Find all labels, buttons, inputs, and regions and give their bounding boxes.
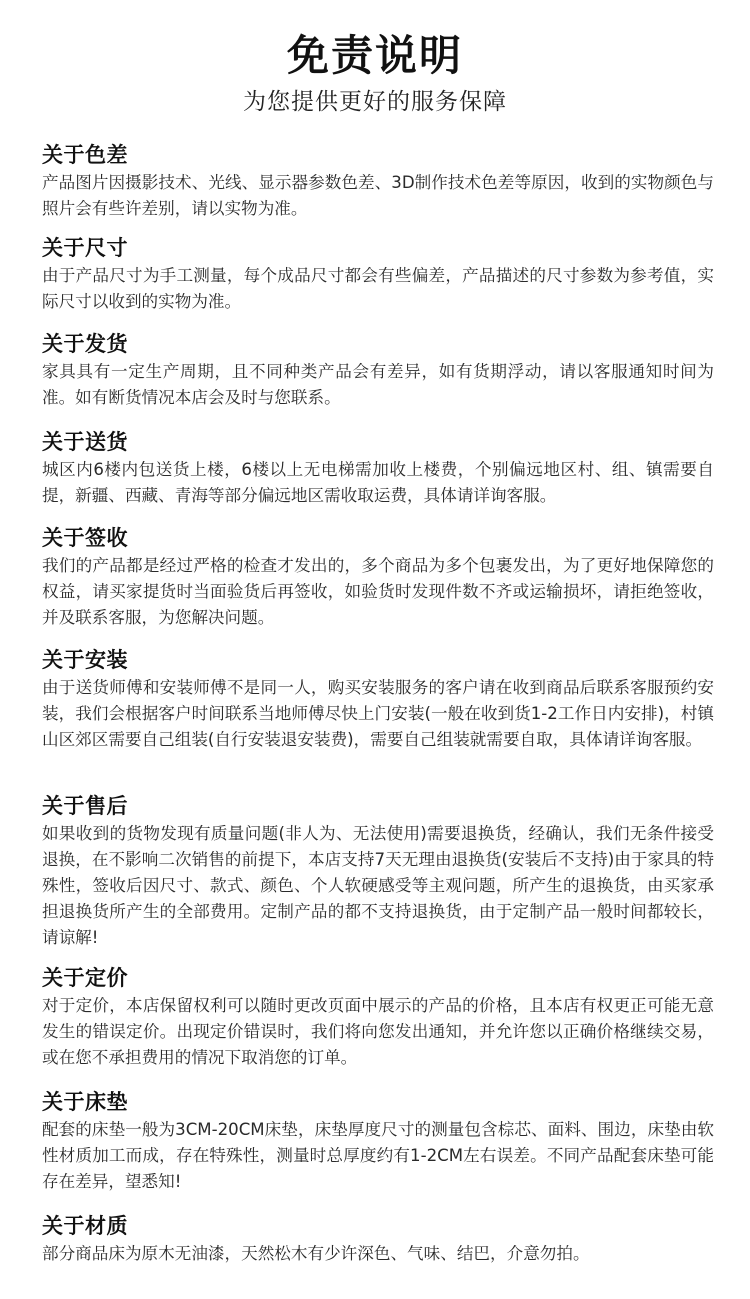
section-pricing <box>42 963 714 1071</box>
section-body: 部分商品床为原木无油漆，天然松木有少许深色、气味、结巴，介意勿拍。 <box>42 1244 590 1263</box>
section-heading: 关于发货 <box>42 332 128 356</box>
section-heading: 关于安装 <box>42 648 128 672</box>
section-body: 家具具有一定生产周期，且不同种类产品会有差异，如有货期浮动，请以客服通知时间为准。如有断货情况本店会及时与您联系。 <box>42 362 714 407</box>
section-body: 我们的产品都是经过严格的检查才发出的，多个商品为多个包裹发出，为了更好地保障您的权益，请买家提货时当面验货后再签收，如验货时发现件数不齐或运输损坏，请拒绝签收，并及联系客服，为您解决问题。 <box>42 556 714 627</box>
section-heading: 关于送货 <box>42 430 128 454</box>
page-subtitle: 为您提供更好的服务保障 <box>243 89 507 115</box>
section-color-difference <box>42 140 714 222</box>
section-mattress <box>42 1087 714 1195</box>
section-heading: 关于定价 <box>42 966 128 990</box>
section-size <box>42 233 714 315</box>
section-body: 城区内6楼内包送货上楼，6楼以上无电梯需加收上楼费，个别偏远地区村、组、镇需要自提，新疆、西藏、青海等部分偏远地区需收取运费，具体请详询客服。 <box>42 460 714 505</box>
section-sign-for <box>42 523 714 631</box>
section-heading: 关于售后 <box>42 794 128 818</box>
section-body: 配套的床垫一般为3CM-20CM床垫，床垫厚度尺寸的测量包含棕芯、面料、围边，床垫由软性材质加工而成，存在特殊性，测量时总厚度约有1-2CM左右误差。不同产品配套床垫可能存在差异，望悉知! <box>42 1120 714 1191</box>
section-heading: 关于色差 <box>42 143 128 167</box>
section-shipping <box>42 329 714 411</box>
section-delivery <box>42 427 714 509</box>
section-material <box>42 1211 714 1267</box>
section-body: 由于送货师傅和安装师傅不是同一人，购买安装服务的客户请在收到商品后联系客服预约安装，我们会根据客户时间联系当地师傅尽快上门安装(一般在收到货1-2工作日内安排)，村镇山区郊区需要自己组装(自行安装退安装费)，需要自己组装就需要自取，具体请详询客服。 <box>42 678 714 749</box>
section-body: 产品图片因摄影技术、光线、显示器参数色差、3D制作技术色差等原因，收到的实物颜色与照片会有些许差别，请以实物为准。 <box>42 173 714 218</box>
page-title: 免责说明 <box>286 31 463 80</box>
section-heading: 关于床垫 <box>42 1090 128 1114</box>
section-body: 由于产品尺寸为手工测量，每个成品尺寸都会有些偏差，产品描述的尺寸参数为参考值，实际尺寸以收到的实物为准。 <box>42 266 714 311</box>
section-heading: 关于尺寸 <box>42 236 128 260</box>
section-after-sales <box>42 791 714 951</box>
section-body: 对于定价，本店保留权利可以随时更改页面中展示的产品的价格，且本店有权更正可能无意发生的错误定价。出现定价错误时，我们将向您发出通知，并允许您以正确价格继续交易，或在您不承担费用的情况下取消您的订单。 <box>42 996 714 1067</box>
section-heading: 关于签收 <box>42 526 128 550</box>
section-body: 如果收到的货物发现有质量问题(非人为、无法使用)需要退换货，经确认，我们无条件接受退换，在不影响二次销售的前提下，本店支持7天无理由退换货(安装后不支持)由于家具的特殊性，签收后因尺寸、款式、颜色、个人软硬感受等主观问题，所产生的退换货，由买家承担退换货所产生的全部费用。定制产品的都不支持退换货，由于定制产品一般时间都较长，请谅解! <box>42 824 714 947</box>
section-heading: 关于材质 <box>42 1214 128 1238</box>
section-installation <box>42 645 714 753</box>
